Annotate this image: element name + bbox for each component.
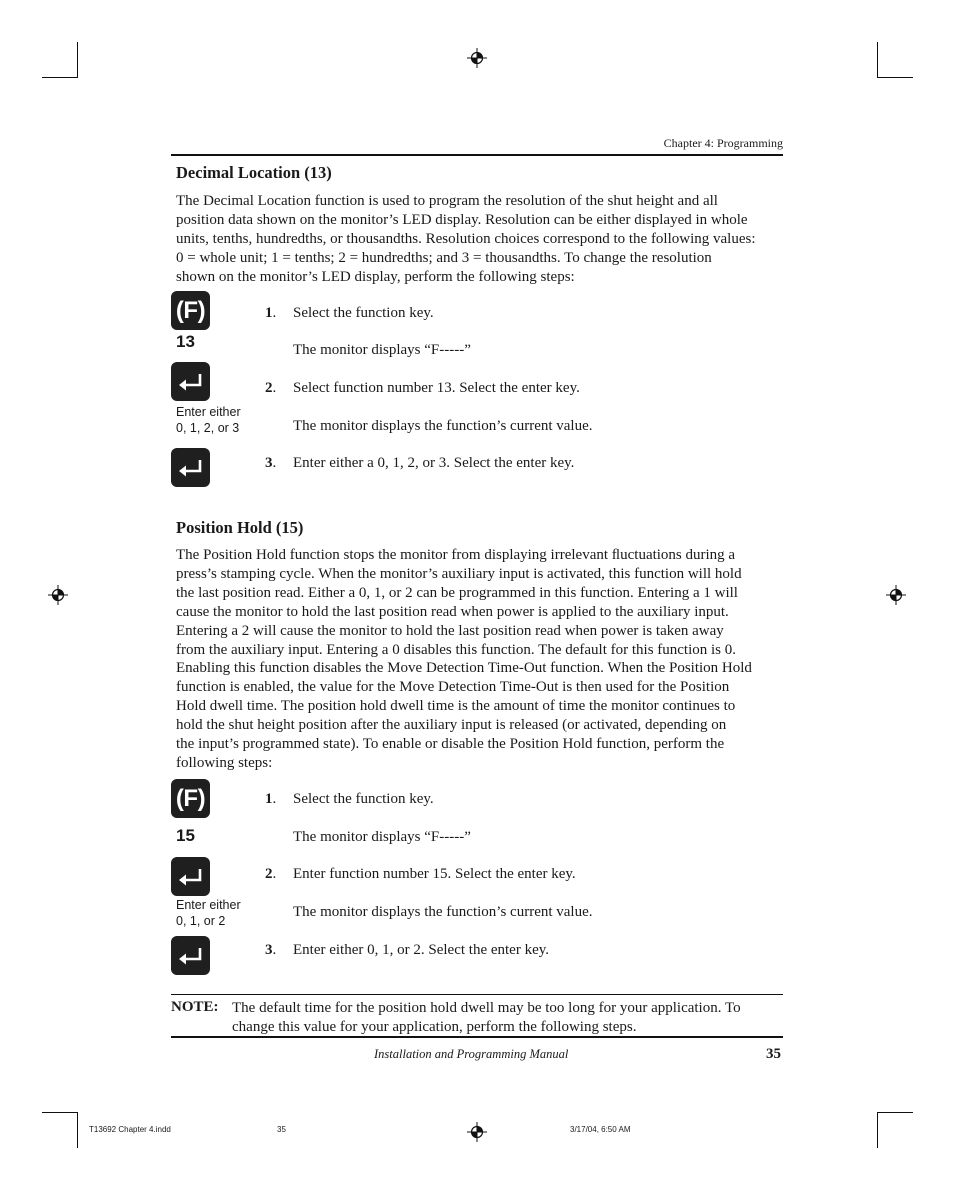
body-line: the last position read. Either a 0, 1, or 2 can be programmed in this function. Entering a 1 will xyxy=(176,584,738,601)
footer-manual-title: Installation and Programming Manual xyxy=(374,1047,569,1061)
section-title-position-hold: Position Hold (15) xyxy=(176,518,304,537)
step-result: The monitor displays “F-----” xyxy=(293,829,471,845)
key-note xyxy=(176,897,241,929)
step-text: Enter either a 0, 1, 2, or 3. Select the enter key. xyxy=(293,455,575,471)
body-line: Hold dwell time. The position hold dwell time is the amount of time the monitor continues to xyxy=(176,698,736,715)
step-number: 3. xyxy=(265,942,277,958)
body-line: from the auxiliary input. Entering a 0 disables this function. The default for this function is 0. xyxy=(176,641,737,658)
crop-mark xyxy=(877,77,913,78)
crop-mark xyxy=(877,1112,913,1113)
body-line: position data shown on the monitor’s LED display. Resolution can be either displayed in whole xyxy=(176,211,748,228)
body-line: cause the monitor to hold the last position read when power is applied to the auxiliary input. xyxy=(176,603,729,620)
key-note-line: 0, 1, 2, or 3 xyxy=(176,421,240,435)
section-body-position-hold xyxy=(176,546,786,773)
header-rule xyxy=(171,154,783,156)
body-line: Enabling this function disables the Move Detection Time-Out function. When the Position Hold xyxy=(176,660,752,677)
key-note-line: Enter either xyxy=(176,405,241,419)
chapter-header: Chapter 4: Programming xyxy=(663,136,783,150)
body-line: Entering a 2 will cause the monitor to hold the last position read when power is taken away xyxy=(176,622,724,639)
body-line: following steps: xyxy=(176,754,273,771)
registration-mark-icon xyxy=(467,48,487,68)
body-line: The Position Hold function stops the monitor from displaying irrelevant ﬂuctuations during a xyxy=(176,547,736,563)
step-text: Select function number 13. Select the enter key. xyxy=(293,380,580,396)
key-note-line: Enter either xyxy=(176,898,241,912)
body-line: 0 = whole unit; 1 = tenths; 2 = hundredths; and 3 = thousandths. To change the resolution xyxy=(176,249,712,266)
step-result: The monitor displays the function’s current value. xyxy=(293,904,593,920)
body-line: units, tenths, hundredths, or thousandths. Resolution choices correspond to the following values: xyxy=(176,230,756,247)
step-number: 3. xyxy=(265,455,277,471)
function-key-icon xyxy=(171,291,210,330)
registration-mark-icon xyxy=(886,585,906,605)
crop-mark xyxy=(77,1112,78,1148)
slug-date: 3/17/04, 6:50 AM xyxy=(570,1125,631,1134)
note-rule-top xyxy=(171,994,783,995)
body-line: the input’s programmed state). To enable or disable the Position Hold function, perform the xyxy=(176,736,725,753)
enter-arrow-icon xyxy=(178,946,204,966)
body-line: function is enabled, the value for the Move Detection Time-Out is then used for the Position xyxy=(176,679,730,696)
crop-mark xyxy=(42,1112,78,1113)
note-text xyxy=(232,999,782,1037)
step-number-value: 2 xyxy=(265,866,273,882)
step-number-value: 1 xyxy=(265,791,273,807)
step-number: 1. xyxy=(265,791,277,807)
step-text: Select the function key. xyxy=(293,305,434,321)
note-line: The default time for the position hold dwell may be too long for your application. To xyxy=(232,1000,741,1016)
crop-mark xyxy=(877,42,878,78)
step-text: Enter either 0, 1, or 2. Select the enter key. xyxy=(293,942,550,958)
step-number-value: 2 xyxy=(265,380,273,396)
step-text: Select the function key. xyxy=(293,791,434,807)
step-text: Enter function number 15. Select the enter key. xyxy=(293,866,576,882)
enter-key-icon xyxy=(171,857,210,896)
enter-arrow-icon xyxy=(178,458,204,478)
step-number-value: 3 xyxy=(265,455,273,471)
note-label: NOTE: xyxy=(171,999,219,1015)
function-number: 15 xyxy=(176,826,195,845)
section-title-decimal-location: Decimal Location (13) xyxy=(176,163,332,182)
step-number-value: 1 xyxy=(265,305,273,321)
registration-mark-icon xyxy=(467,1122,487,1142)
step-result: The monitor displays the function’s current value. xyxy=(293,418,593,434)
step-result: The monitor displays “F-----” xyxy=(293,342,471,358)
body-line: shown on the monitor’s LED display, perform the following steps: xyxy=(176,268,575,285)
step-number: 1. xyxy=(265,305,277,321)
key-note xyxy=(176,404,241,436)
crop-mark xyxy=(877,1112,878,1148)
enter-arrow-icon xyxy=(178,867,204,887)
enter-key-icon xyxy=(171,448,210,487)
function-number: 13 xyxy=(176,332,195,351)
crop-mark xyxy=(77,42,78,78)
page-number: 35 xyxy=(766,1046,781,1062)
note-rule-bottom xyxy=(171,1036,783,1038)
crop-mark xyxy=(42,77,78,78)
function-key-icon xyxy=(171,779,210,818)
function-key-label: (F) xyxy=(175,784,206,812)
step-number: 2. xyxy=(265,866,277,882)
body-line: hold the shut height position after the auxiliary input is released (or activated, depending on xyxy=(176,717,727,734)
enter-arrow-icon xyxy=(178,372,204,392)
slug-file: T13692 Chapter 4.indd xyxy=(89,1125,171,1134)
key-note-line: 0, 1, or 2 xyxy=(176,914,226,928)
step-number: 2. xyxy=(265,380,277,396)
function-key-label: (F) xyxy=(175,296,206,324)
enter-key-icon xyxy=(171,362,210,401)
registration-mark-icon xyxy=(48,585,68,605)
note-line: change this value for your application, perform the following steps. xyxy=(232,1019,637,1035)
slug-page: 35 xyxy=(277,1125,286,1134)
body-line: The Decimal Location function is used to program the resolution of the shut height and all xyxy=(176,193,718,209)
enter-key-icon xyxy=(171,936,210,975)
section-body-decimal-location xyxy=(176,192,786,287)
body-line: press’s stamping cycle. When the monitor’s auxiliary input is activated, this function will hold xyxy=(176,565,742,582)
step-number-value: 3 xyxy=(265,942,273,958)
